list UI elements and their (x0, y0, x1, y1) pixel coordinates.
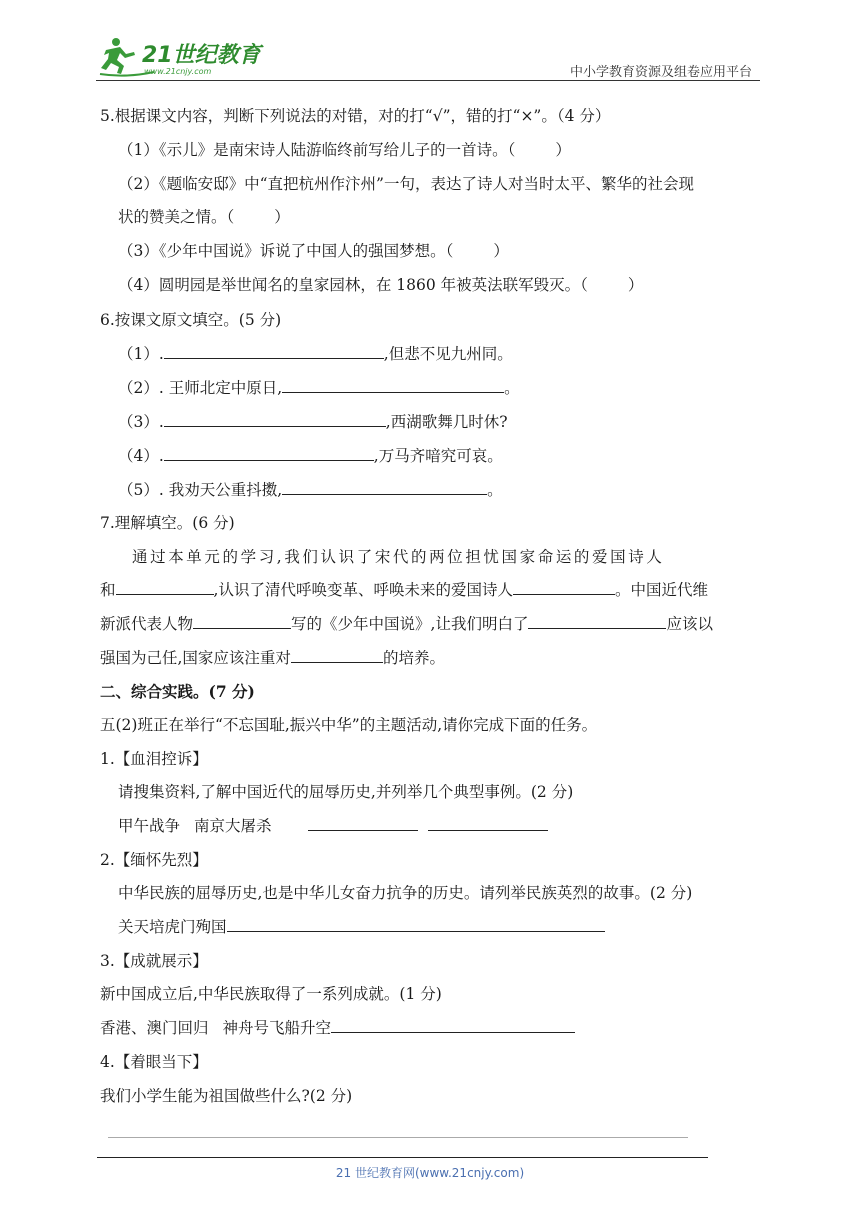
task-2-desc: 中华民族的屈辱历史,也是中华儿女奋力抗争的历史。请列举民族英烈的故事。(2 分) (118, 884, 693, 902)
answer-blank[interactable] (193, 614, 291, 629)
q7-para-line-1: 通过本单元的学习,我们认识了宋代的两位担忧国家命运的爱国诗人 (132, 548, 665, 566)
answer-blank[interactable] (164, 344, 384, 359)
answer-blank[interactable] (331, 1018, 575, 1033)
q7-title: 7.理解填空。(6 分) (100, 514, 235, 532)
answer-blank[interactable] (513, 580, 615, 595)
svg-text:21世纪教育: 21世纪教育 (142, 43, 261, 68)
q6-title: 6.按课文原文填空。(5 分) (100, 311, 282, 329)
answer-blank[interactable] (528, 614, 666, 629)
svg-text:www.21cnjy.com: www.21cnjy.com (144, 67, 212, 76)
q6-line-4: （4）. ,万马齐喑究可哀。 (118, 447, 503, 465)
section-2-intro: 五(2)班正在举行“不忘国耻,振兴中华”的主题活动,请你完成下面的任务。 (100, 716, 598, 734)
answer-blank[interactable] (164, 446, 374, 461)
answer-line[interactable] (108, 1137, 688, 1138)
answer-blank[interactable] (227, 917, 605, 932)
q5-item-1: （1）《示儿》是南宋诗人陆游临终前写给儿子的一首诗。（ ） (118, 141, 571, 159)
q6-line-3: （3）. ,西湖歌舞几时休? (118, 413, 508, 431)
site-logo (96, 34, 266, 80)
task-1-desc: 请搜集资料,了解中国近代的屈辱历史,并列举几个典型事例。(2 分) (118, 783, 574, 801)
platform-name: 中小学教育资源及组卷应用平台 (570, 65, 753, 80)
task-4-desc: 我们小学生能为祖国做些什么?(2 分) (100, 1087, 353, 1105)
q5-title: 5.根据课文内容，判断下列说法的对错，对的打“√”，错的打“×”。（4 分） (100, 107, 611, 125)
q5-item-4: （4）圆明园是举世闻名的皇家园林，在 1860 年被英法联军毁灭。（ ） (118, 276, 644, 294)
q7-para-line-3: 新派代表人物 写的《少年中国说》,让我们明白了 应该以 (100, 615, 713, 633)
q5-item-3: （3）《少年中国说》诉说了中国人的强国梦想。（ ） (118, 242, 509, 260)
footer-divider (97, 1157, 708, 1158)
answer-blank[interactable] (428, 816, 548, 831)
task-1-title: 1.【血泪控诉】 (100, 750, 208, 768)
task-3-title: 3.【成就展示】 (100, 952, 208, 970)
task-1-examples: 甲午战争 南京大屠杀 (118, 816, 548, 836)
task-4-title: 4.【着眼当下】 (100, 1053, 208, 1071)
answer-blank[interactable] (291, 648, 383, 663)
footer-text: 21 世纪教育网(www.21cnjy.com) (335, 1166, 525, 1180)
header-divider (96, 80, 760, 81)
task-3-examples: 香港、澳门回归 神舟号飞船升空 (100, 1018, 575, 1038)
q7-para-line-2: 和 ,认识了清代呼唤变革、呼唤未来的爱国诗人 。中国近代维 (100, 581, 708, 599)
answer-blank[interactable] (164, 412, 386, 427)
q5-item-2-cont: 状的赞美之情。（ ） (118, 208, 290, 226)
task-3-desc: 新中国成立后,中华民族取得了一系列成就。(1 分) (100, 985, 442, 1003)
answer-blank[interactable] (282, 480, 487, 495)
answer-blank[interactable] (282, 378, 504, 393)
answer-blank[interactable] (116, 580, 214, 595)
task-2-title: 2.【缅怀先烈】 (100, 851, 208, 869)
q6-line-5: （5）. 我劝天公重抖擞, 。 (118, 481, 503, 499)
q7-para-line-4: 强国为己任,国家应该注重对 的培养。 (100, 649, 445, 667)
q5-item-2: （2）《题临安邸》中“直把杭州作汴州”一句，表达了诗人对当时太平、繁华的社会现 (118, 175, 694, 193)
q6-line-1: （1）. ,但悲不见九州同。 (118, 345, 513, 363)
answer-blank[interactable] (308, 816, 418, 831)
task-2-example: 关天培虎门殉国 (118, 917, 605, 937)
q6-line-2: （2）. 王师北定中原日, 。 (118, 379, 520, 397)
runner-logo-icon (96, 34, 266, 80)
section-2-title: 二、综合实践。(7 分) (100, 682, 255, 701)
